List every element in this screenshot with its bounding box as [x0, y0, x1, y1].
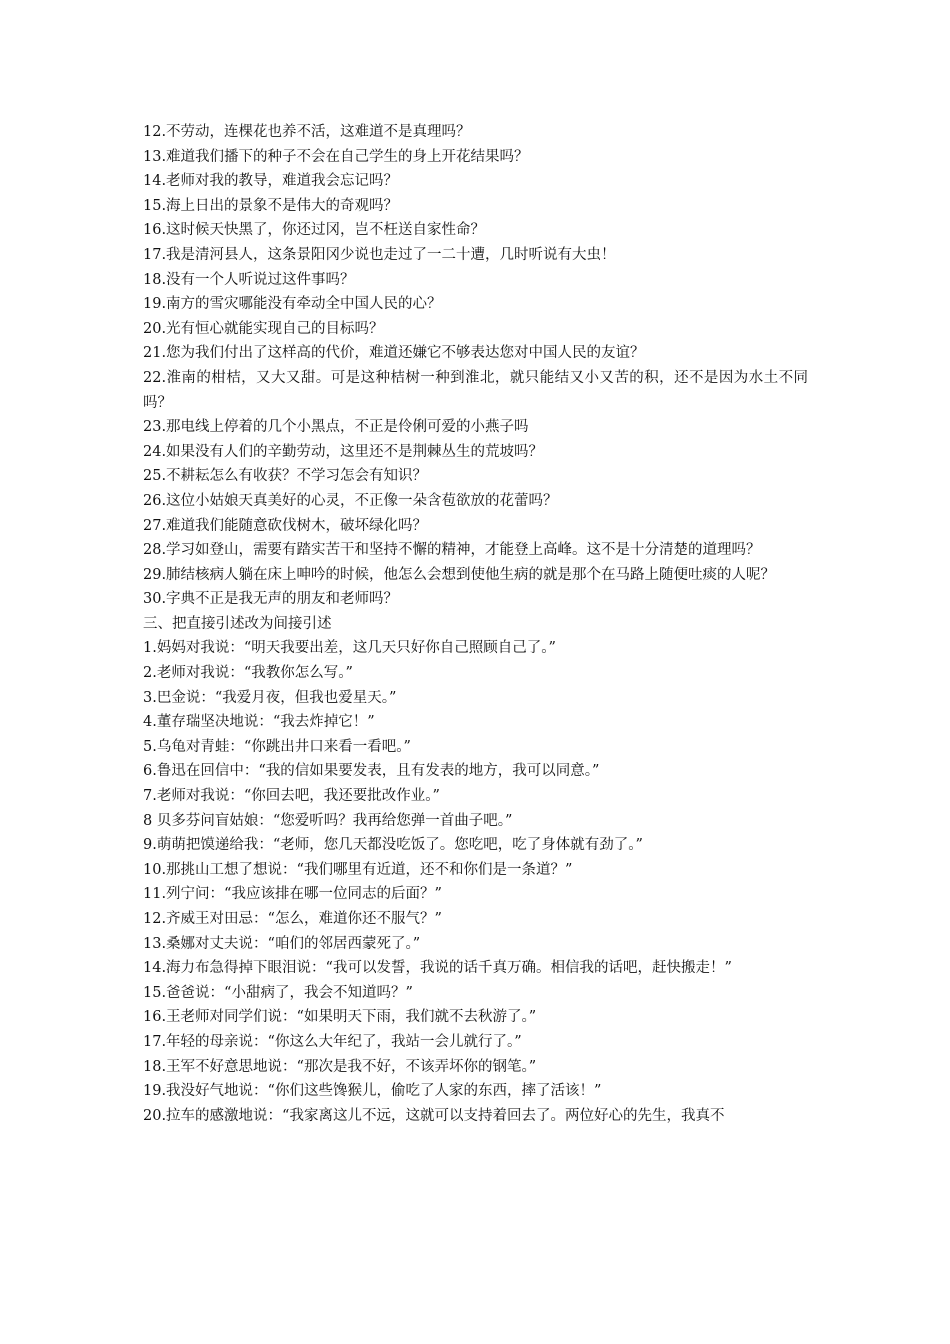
text-line: 27.难道我们能随意砍伐树木，破坏绿化吗？ [143, 517, 428, 534]
text-line: 16.这时候天快黑了，你还过冈，岂不枉送自家性命？ [143, 222, 486, 239]
text-line: 28.学习如登山，需要有踏实苦干和坚持不懈的精神，才能登上高峰。这不是十分清楚的道理吗？ [143, 542, 761, 559]
text-line: 29.肺结核病人躺在床上呻吟的时候，他怎么会想到使他生病的就是那个在马路上随便吐痰的人呢？ [143, 566, 776, 583]
text-line: 19.南方的雪灾哪能没有牵动全中国人民的心？ [143, 296, 442, 313]
text-line: 20.光有恒心就能实现自己的目标吗？ [143, 320, 384, 337]
text-line: 16.王老师对同学们说：“如果明天下雨，我们就不去秋游了。” [143, 1009, 537, 1026]
text-line: 25.不耕耘怎么有收获？不学习怎会有知识？ [143, 468, 428, 485]
text-line: 30.字典不正是我无声的朋友和老师吗？ [143, 591, 399, 608]
text-line: 12.不劳动，连棵花也养不活，这难道不是真理吗？ [143, 124, 471, 140]
text-line: 14.老师对我的教导，难道我会忘记吗？ [143, 173, 399, 190]
text-line: 7.老师对我说：“你回去吧，我还要批改作业。” [143, 788, 440, 805]
text-line: 17.年轻的母亲说：“你这么大年纪了，我站一会儿就行了。” [143, 1033, 522, 1050]
section-heading: 三、把直接引述改为间接引述 [143, 615, 332, 632]
text-line: 8 贝多芬问盲姑娘：“您爱听吗？我再给您弹一首曲子吧。” [143, 812, 513, 829]
text-line: 11.列宁问：“我应该排在哪一位同志的后面？” [143, 886, 442, 903]
text-line: 22.淮南的柑桔，又大又甜。可是这种桔树一种到淮北，就只能结又小又苦的积，还不是因为水土不同吗？ [143, 369, 808, 411]
text-line: 9.萌萌把馍递给我：“老师，您几天都没吃饭了。您吃吧，吃了身体就有劲了。” [143, 837, 643, 854]
text-line: 15.海上日出的景象不是伟大的奇观吗？ [143, 197, 399, 214]
text-line: 12.齐威王对田忌：“怎么，难道你还不服气？” [143, 911, 442, 927]
text-line: 2.老师对我说：“我教你怎么写。” [143, 665, 353, 682]
text-line: 18.王军不好意思地说：“那次是我不好，不该弄坏你的钢笔。” [143, 1058, 537, 1075]
text-line: 6.鲁迅在回信中：“我的信如果要发表，且有发表的地方，我可以同意。” [143, 763, 600, 780]
text-line: 13.桑娜对丈夫说：“咱们的邻居西蒙死了。” [143, 935, 421, 952]
text-line: 13.难道我们播下的种子不会在自己学生的身上开花结果吗？ [143, 148, 529, 165]
document-page [143, 120, 808, 1128]
text-line: 4.董存瑞坚决地说：“我去炸掉它！” [143, 714, 375, 731]
text-line: 14.海力布急得掉下眼泪说：“我可以发誓，我说的话千真万确。相信我的话吧，赶快搬走！” [143, 960, 732, 977]
text-line: 26.这位小姑娘天真美好的心灵，不正像一朵含苞欲放的花蕾吗？ [143, 492, 558, 509]
text-line: 18.没有一个人听说过这件事吗？ [143, 271, 355, 288]
text-line: 5.乌龟对青蛙：“你跳出井口来看一看吧。” [143, 738, 411, 755]
text-line: 24.如果没有人们的辛勤劳动，这里还不是荆棘丛生的荒坡吗？ [143, 443, 544, 460]
text-line: 20.拉车的感激地说：“我家离这儿不远，这就可以支持着回去了。两位好心的先生，我真不 [143, 1107, 725, 1124]
text-line: 23.那电线上停着的几个小黑点，不正是伶俐可爱的小燕子吗 [143, 419, 529, 436]
text-line: 15.爸爸说：“小甜病了，我会不知道吗？” [143, 984, 413, 1001]
text-line: 10.那挑山工想了想说：“我们哪里有近道，还不和你们是一条道？” [143, 861, 573, 878]
text-line: 17.我是清河县人，这条景阳冈少说也走过了一二十遭，几时听说有大虫！ [143, 246, 616, 263]
text-line: 3.巴金说：“我爱月夜，但我也爱星天。” [143, 689, 397, 706]
text-line: 19.我没好气地说：“你们这些馋猴儿，偷吃了人家的东西，摔了活该！” [143, 1083, 602, 1100]
text-line: 1.妈妈对我说：“明天我要出差，这几天只好你自己照顾自己了。” [143, 640, 556, 657]
text-line: 21.您为我们付出了这样高的代价，难道还嫌它不够表达您对中国人民的友谊？ [143, 345, 645, 362]
